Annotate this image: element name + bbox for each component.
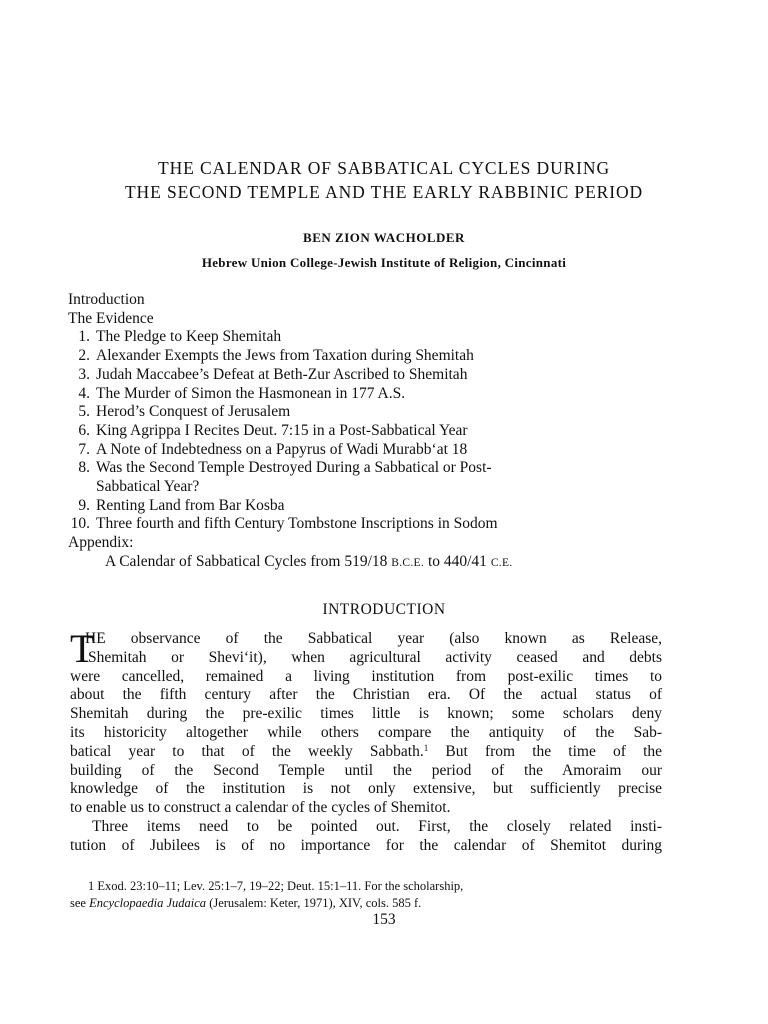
toc-item-number: 10. xyxy=(70,515,90,533)
toc-item-text: King Agrippa I Recites Deut. 7:15 in a Post-Sabbatical Year xyxy=(96,421,468,439)
toc-item-number: 6. xyxy=(78,421,90,439)
toc-appendix-entry xyxy=(68,553,668,573)
toc-appendix-label: Appendix: xyxy=(68,534,134,552)
table-of-contents xyxy=(68,291,668,573)
section-heading: INTRODUCTION xyxy=(322,601,446,618)
toc-item xyxy=(68,497,668,516)
body-line: knowledge of the institution is not only extensive, but sufficiently precise xyxy=(70,780,662,798)
author-affiliation: Hebrew Union College-Jewish Institute of Religion, Cincinnati xyxy=(201,255,567,270)
drop-cap: T xyxy=(70,626,95,671)
toc-appendix-ce: C.E. xyxy=(490,556,513,569)
footnote-reference[interactable]: 1 xyxy=(423,742,429,753)
toc-item-number: 1. xyxy=(78,328,90,346)
body-line: building of the Second Temple until the period of the Amoraim our xyxy=(70,761,662,779)
toc-item xyxy=(68,385,668,404)
body-line-text: batical year to that of the weekly Sabbath. xyxy=(70,742,424,760)
body-line-text: But from the time of the xyxy=(428,742,663,760)
body-line: to enable us to construct a calendar of the cycles of Shemitot. xyxy=(70,799,451,817)
toc-evidence: The Evidence xyxy=(68,309,154,327)
toc-item-number: 2. xyxy=(78,347,90,365)
footnote-line-1: 1 Exod. 23:10–11; Lev. 25:1–7, 19–22; Deut. 15:1–11. For the scholarship, xyxy=(88,879,464,893)
toc-item-text: Renting Land from Bar Kosba xyxy=(96,496,285,514)
toc-item-number: 8. xyxy=(78,459,90,477)
footnote-citation-title: Encyclopaedia Judaica xyxy=(89,896,207,910)
toc-item-number: 9. xyxy=(78,496,90,514)
body-line-with-footnote xyxy=(70,743,662,762)
toc-item-text: Was the Second Temple Destroyed During a Sabbatical or Post- xyxy=(96,459,492,477)
toc-item xyxy=(68,328,668,347)
toc-item-text: A Note of Indebtedness on a Papyrus of Wadi Murabb‘at 18 xyxy=(96,440,468,458)
toc-item-text: Herod’s Conquest of Jerusalem xyxy=(96,403,291,421)
body-line: Three items need to be pointed out. First, the closely related insti- xyxy=(92,817,662,835)
toc-item-text: The Pledge to Keep Shemitah xyxy=(96,328,282,346)
body-line: tution of Jubilees is of no importance for the calendar of Shemitot during xyxy=(70,836,662,854)
toc-item xyxy=(68,403,668,422)
page-number: 153 xyxy=(372,911,396,928)
article-title-line-2: THE SECOND TEMPLE AND THE EARLY RABBINIC PERIOD xyxy=(124,182,644,202)
body-line: HE observance of the Sabbatical year (also known as Release, xyxy=(85,630,662,647)
footnote-text: (Jerusalem: Keter, 1971), XIV, cols. 585 f. xyxy=(206,896,422,910)
body-line: about the fifth century after the Christian era. Of the actual status of xyxy=(70,686,662,704)
toc-item xyxy=(68,366,668,385)
body-line: Shemitah during the pre-exilic times little is known; some scholars deny xyxy=(70,705,662,723)
body-line: its historicity altogether while others compare the antiquity of the Sab- xyxy=(70,723,662,741)
footnote xyxy=(70,878,666,912)
toc-appendix-bce: B.C.E. xyxy=(391,556,425,569)
toc-item-number: 5. xyxy=(78,403,90,421)
article-title-line-1: THE CALENDAR OF SABBATICAL CYCLES DURING xyxy=(158,158,610,178)
toc-item-text: The Murder of Simon the Hasmonean in 177 A.S. xyxy=(96,384,406,402)
toc-item xyxy=(68,347,668,366)
toc-item xyxy=(68,422,668,441)
toc-item xyxy=(68,515,668,534)
toc-introduction: Introduction xyxy=(68,291,145,308)
toc-item-text: Three fourth and fifth Century Tombstone Inscriptions in Sodom xyxy=(96,515,498,533)
footnote-line-2 xyxy=(70,895,666,912)
toc-appendix-text: A Calendar of Sabbatical Cycles from 519/18 xyxy=(105,552,388,570)
footnote-text: see xyxy=(70,896,90,910)
body-line: were cancelled, remained a living institution from post-exilic times to xyxy=(70,667,662,685)
toc-item-number: 4. xyxy=(78,384,90,402)
toc-item-number: 3. xyxy=(78,365,90,383)
toc-item-text: Alexander Exempts the Jews from Taxation during Shemitah xyxy=(96,347,474,365)
toc-item-text: Judah Maccabee’s Defeat at Beth-Zur Ascribed to Shemitah xyxy=(96,365,468,383)
toc-item xyxy=(68,459,668,478)
toc-item xyxy=(68,441,668,460)
toc-item-number: 7. xyxy=(78,440,90,458)
body-line: Shemitah or Shevi‘it), when agricultural activity ceased and debts xyxy=(88,648,662,666)
opening-paragraph xyxy=(70,626,662,671)
toc-item-continuation: Sabbatical Year? xyxy=(96,478,200,496)
body-text xyxy=(70,626,663,856)
author-name: BEN ZION WACHOLDER xyxy=(303,230,465,245)
toc-appendix-to: to 440/41 xyxy=(427,552,487,570)
